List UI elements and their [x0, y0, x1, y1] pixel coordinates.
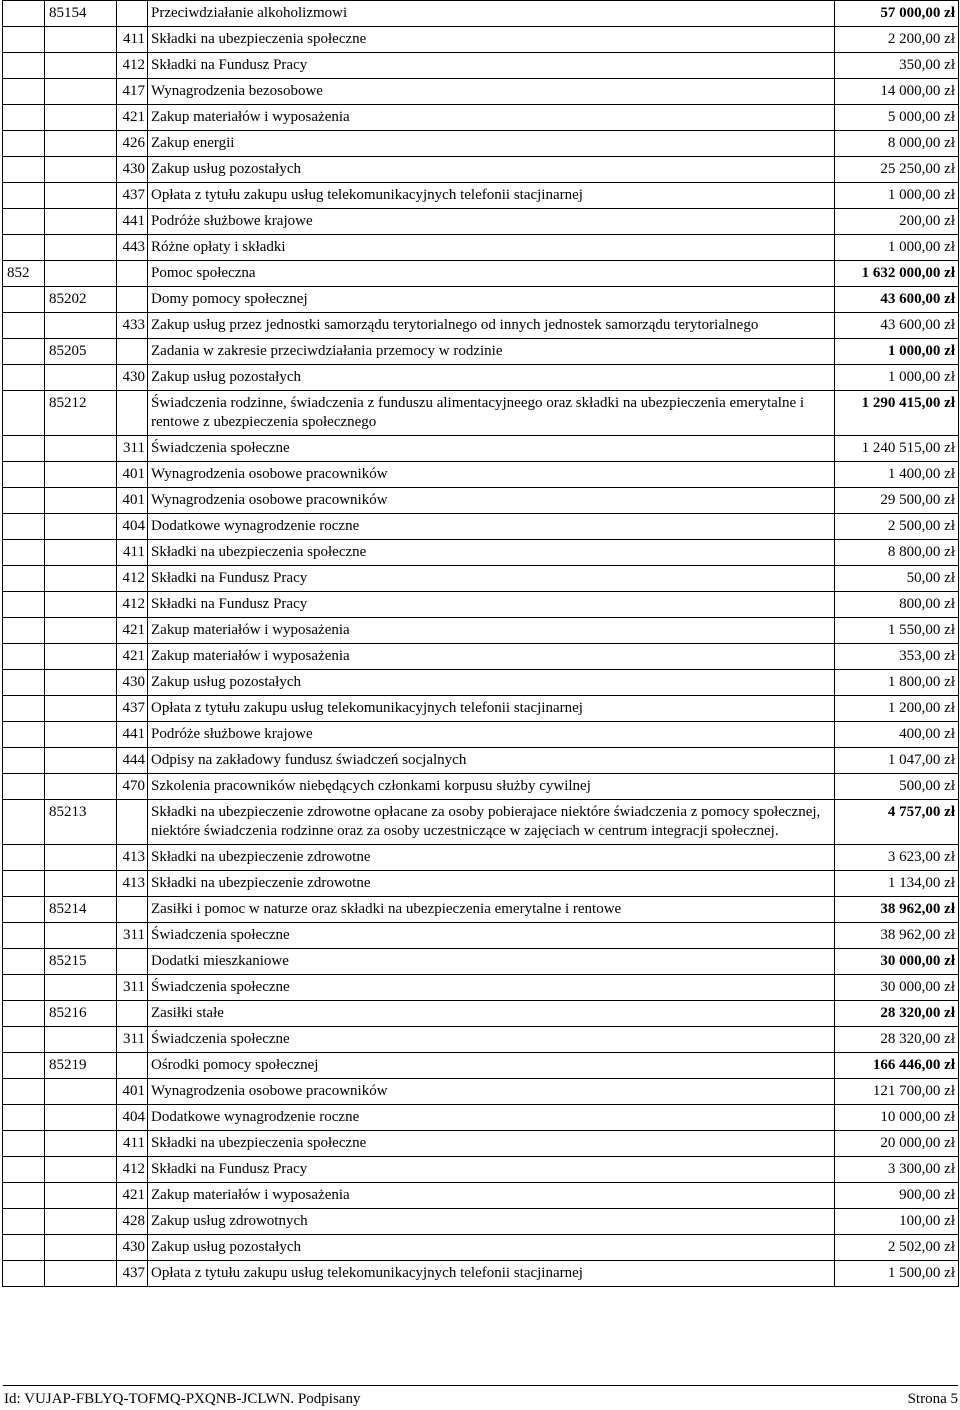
- paragraph-code-cell: 430: [117, 670, 148, 696]
- subchapter-code-cell: 85154: [45, 1, 117, 27]
- subchapter-row: [3, 287, 959, 313]
- budget-table: [2, 0, 959, 1287]
- subchapter-code-cell: [45, 53, 117, 79]
- description-cell: Świadczenia społeczne: [148, 975, 835, 1001]
- amount-cell: 1 400,00 zł: [835, 462, 959, 488]
- subchapter-code-cell: [45, 871, 117, 897]
- chapter-code-cell: [3, 566, 45, 592]
- subchapter-code-cell: [45, 1157, 117, 1183]
- chapter-code-cell: [3, 975, 45, 1001]
- subchapter-code-cell: [45, 1105, 117, 1131]
- subchapter-code-cell: [45, 845, 117, 871]
- description-cell: Wynagrodzenia bezosobowe: [148, 79, 835, 105]
- paragraph-code-cell: 412: [117, 53, 148, 79]
- chapter-code-cell: [3, 287, 45, 313]
- subchapter-code-cell: [45, 1183, 117, 1209]
- paragraph-code-cell: 437: [117, 696, 148, 722]
- subchapter-row: [3, 1053, 959, 1079]
- chapter-code-cell: [3, 923, 45, 949]
- subchapter-code-cell: [45, 261, 117, 287]
- amount-cell: 350,00 zł: [835, 53, 959, 79]
- chapter-code-cell: [3, 131, 45, 157]
- paragraph-code-cell: [117, 800, 148, 845]
- amount-cell: 25 250,00 zł: [835, 157, 959, 183]
- paragraph-row: [3, 618, 959, 644]
- paragraph-code-cell: 430: [117, 1235, 148, 1261]
- description-cell: Opłata z tytułu zakupu usług telekomunikacyjnych telefonii stacjinarnej: [148, 183, 835, 209]
- chapter-code-cell: [3, 436, 45, 462]
- subchapter-code-cell: [45, 1209, 117, 1235]
- amount-cell: 20 000,00 zł: [835, 1131, 959, 1157]
- amount-cell: 30 000,00 zł: [835, 975, 959, 1001]
- description-cell: Przeciwdziałanie alkoholizmowi: [148, 1, 835, 27]
- subchapter-code-cell: [45, 105, 117, 131]
- description-cell: Zakup materiałów i wyposażenia: [148, 1183, 835, 1209]
- subchapter-code-cell: [45, 566, 117, 592]
- paragraph-row: [3, 722, 959, 748]
- paragraph-row: [3, 27, 959, 53]
- description-cell: Zakup usług pozostałych: [148, 1235, 835, 1261]
- chapter-code-cell: [3, 27, 45, 53]
- subchapter-code-cell: [45, 514, 117, 540]
- subchapter-code-cell: [45, 644, 117, 670]
- amount-cell: 500,00 zł: [835, 774, 959, 800]
- paragraph-row: [3, 235, 959, 261]
- chapter-code-cell: [3, 670, 45, 696]
- paragraph-row: [3, 514, 959, 540]
- paragraph-row: [3, 670, 959, 696]
- amount-cell: 2 500,00 zł: [835, 514, 959, 540]
- paragraph-row: [3, 774, 959, 800]
- amount-cell: 3 623,00 zł: [835, 845, 959, 871]
- paragraph-code-cell: [117, 339, 148, 365]
- chapter-code-cell: [3, 1261, 45, 1287]
- description-cell: Zakup usług przez jednostki samorządu terytorialnego od innych jednostek samorządu terytorialnego: [148, 313, 835, 339]
- description-cell: Świadczenia społeczne: [148, 1027, 835, 1053]
- paragraph-row: [3, 845, 959, 871]
- paragraph-code-cell: 412: [117, 592, 148, 618]
- subchapter-row: [3, 897, 959, 923]
- paragraph-row: [3, 871, 959, 897]
- description-cell: Zasiłki stałe: [148, 1001, 835, 1027]
- amount-cell: 1 000,00 zł: [835, 365, 959, 391]
- chapter-code-cell: [3, 1027, 45, 1053]
- description-cell: Podróże służbowe krajowe: [148, 722, 835, 748]
- paragraph-code-cell: 421: [117, 618, 148, 644]
- subchapter-code-cell: [45, 923, 117, 949]
- description-cell: Składki na ubezpieczenia społeczne: [148, 27, 835, 53]
- subchapter-code-cell: [45, 1235, 117, 1261]
- subchapter-code-cell: 85205: [45, 339, 117, 365]
- amount-cell: 50,00 zł: [835, 566, 959, 592]
- amount-cell: 1 047,00 zł: [835, 748, 959, 774]
- chapter-code-cell: [3, 365, 45, 391]
- paragraph-row: [3, 1209, 959, 1235]
- amount-cell: 1 000,00 zł: [835, 183, 959, 209]
- chapter-code-cell: [3, 949, 45, 975]
- description-cell: Zasiłki i pomoc w naturze oraz składki na ubezpieczenia emerytalne i rentowe: [148, 897, 835, 923]
- page-footer: [3, 1385, 958, 1408]
- chapter-code-cell: [3, 514, 45, 540]
- chapter-code-cell: [3, 871, 45, 897]
- description-cell: Świadczenia społeczne: [148, 436, 835, 462]
- paragraph-code-cell: [117, 1001, 148, 1027]
- paragraph-code-cell: 411: [117, 1131, 148, 1157]
- description-cell: Zakup usług pozostałych: [148, 670, 835, 696]
- amount-cell: 166 446,00 zł: [835, 1053, 959, 1079]
- paragraph-code-cell: [117, 949, 148, 975]
- chapter-code-cell: [3, 1105, 45, 1131]
- amount-cell: 38 962,00 zł: [835, 923, 959, 949]
- amount-cell: 43 600,00 zł: [835, 313, 959, 339]
- description-cell: Zakup usług zdrowotnych: [148, 1209, 835, 1235]
- description-cell: Opłata z tytułu zakupu usług telekomunikacyjnych telefonii stacjinarnej: [148, 696, 835, 722]
- chapter-code-cell: [3, 592, 45, 618]
- paragraph-row: [3, 644, 959, 670]
- paragraph-row: [3, 592, 959, 618]
- subchapter-code-cell: [45, 975, 117, 1001]
- subchapter-code-cell: 85216: [45, 1001, 117, 1027]
- paragraph-code-cell: 428: [117, 1209, 148, 1235]
- subchapter-code-cell: [45, 696, 117, 722]
- paragraph-code-cell: 411: [117, 27, 148, 53]
- paragraph-row: [3, 105, 959, 131]
- subchapter-code-cell: [45, 1131, 117, 1157]
- chapter-code-cell: [3, 391, 45, 436]
- chapter-code-cell: [3, 618, 45, 644]
- subchapter-row: [3, 1001, 959, 1027]
- subchapter-code-cell: [45, 774, 117, 800]
- paragraph-code-cell: [117, 1, 148, 27]
- subchapter-row: [3, 391, 959, 436]
- paragraph-code-cell: [117, 1053, 148, 1079]
- chapter-code-cell: [3, 1001, 45, 1027]
- subchapter-code-cell: [45, 79, 117, 105]
- subchapter-code-cell: [45, 436, 117, 462]
- paragraph-code-cell: 441: [117, 209, 148, 235]
- description-cell: Wynagrodzenia osobowe pracowników: [148, 462, 835, 488]
- subchapter-code-cell: 85214: [45, 897, 117, 923]
- amount-cell: 1 550,00 zł: [835, 618, 959, 644]
- chapter-code-cell: [3, 53, 45, 79]
- paragraph-code-cell: 401: [117, 462, 148, 488]
- paragraph-row: [3, 1157, 959, 1183]
- paragraph-code-cell: 433: [117, 313, 148, 339]
- amount-cell: 43 600,00 zł: [835, 287, 959, 313]
- description-cell: Składki na ubezpieczenie zdrowotne: [148, 845, 835, 871]
- chapter-row: [3, 261, 959, 287]
- document-id: Id: VUJAP-FBLYQ-TOFMQ-PXQNB-JCLWN. Podpisany: [4, 1391, 361, 1407]
- subchapter-code-cell: 85202: [45, 287, 117, 313]
- subchapter-code-cell: [45, 592, 117, 618]
- paragraph-row: [3, 1105, 959, 1131]
- paragraph-row: [3, 79, 959, 105]
- paragraph-row: [3, 313, 959, 339]
- paragraph-code-cell: 404: [117, 514, 148, 540]
- amount-cell: 10 000,00 zł: [835, 1105, 959, 1131]
- chapter-code-cell: [3, 79, 45, 105]
- description-cell: Opłata z tytułu zakupu usług telekomunikacyjnych telefonii stacjinarnej: [148, 1261, 835, 1287]
- paragraph-code-cell: 401: [117, 1079, 148, 1105]
- subchapter-code-cell: [45, 488, 117, 514]
- paragraph-code-cell: 437: [117, 183, 148, 209]
- paragraph-code-cell: 413: [117, 871, 148, 897]
- amount-cell: 353,00 zł: [835, 644, 959, 670]
- subchapter-code-cell: [45, 618, 117, 644]
- chapter-code-cell: [3, 644, 45, 670]
- chapter-code-cell: [3, 1131, 45, 1157]
- subchapter-code-cell: 85215: [45, 949, 117, 975]
- amount-cell: 121 700,00 zł: [835, 1079, 959, 1105]
- chapter-code-cell: [3, 1235, 45, 1261]
- paragraph-row: [3, 53, 959, 79]
- description-cell: Zakup usług pozostałych: [148, 365, 835, 391]
- amount-cell: 29 500,00 zł: [835, 488, 959, 514]
- description-cell: Dodatki mieszkaniowe: [148, 949, 835, 975]
- description-cell: Składki na ubezpieczenia społeczne: [148, 1131, 835, 1157]
- amount-cell: 14 000,00 zł: [835, 79, 959, 105]
- amount-cell: 100,00 zł: [835, 1209, 959, 1235]
- subchapter-code-cell: [45, 1027, 117, 1053]
- amount-cell: 30 000,00 zł: [835, 949, 959, 975]
- chapter-code-cell: [3, 462, 45, 488]
- subchapter-code-cell: [45, 235, 117, 261]
- amount-cell: 1 240 515,00 zł: [835, 436, 959, 462]
- paragraph-code-cell: [117, 391, 148, 436]
- amount-cell: 400,00 zł: [835, 722, 959, 748]
- description-cell: Szkolenia pracowników niebędących członkami korpusu służby cywilnej: [148, 774, 835, 800]
- chapter-code-cell: [3, 209, 45, 235]
- budget-table-body: [3, 1, 959, 1287]
- paragraph-code-cell: 430: [117, 157, 148, 183]
- paragraph-code-cell: 412: [117, 1157, 148, 1183]
- page-number: Strona 5: [907, 1391, 958, 1407]
- subchapter-code-cell: [45, 748, 117, 774]
- amount-cell: 900,00 zł: [835, 1183, 959, 1209]
- amount-cell: 1 800,00 zł: [835, 670, 959, 696]
- paragraph-code-cell: 404: [117, 1105, 148, 1131]
- subchapter-code-cell: [45, 1079, 117, 1105]
- amount-cell: 8 800,00 zł: [835, 540, 959, 566]
- paragraph-code-cell: 470: [117, 774, 148, 800]
- description-cell: Wynagrodzenia osobowe pracowników: [148, 1079, 835, 1105]
- paragraph-row: [3, 1131, 959, 1157]
- description-cell: Odpisy na zakładowy fundusz świadczeń socjalnych: [148, 748, 835, 774]
- paragraph-code-cell: 441: [117, 722, 148, 748]
- amount-cell: 5 000,00 zł: [835, 105, 959, 131]
- chapter-code-cell: [3, 339, 45, 365]
- chapter-code-cell: [3, 696, 45, 722]
- chapter-code-cell: [3, 748, 45, 774]
- subchapter-code-cell: 85212: [45, 391, 117, 436]
- amount-cell: 1 000,00 zł: [835, 235, 959, 261]
- paragraph-row: [3, 975, 959, 1001]
- paragraph-code-cell: [117, 287, 148, 313]
- description-cell: Dodatkowe wynagrodzenie roczne: [148, 1105, 835, 1131]
- description-cell: Domy pomocy społecznej: [148, 287, 835, 313]
- description-cell: Wynagrodzenia osobowe pracowników: [148, 488, 835, 514]
- chapter-code-cell: [3, 1209, 45, 1235]
- amount-cell: 2 200,00 zł: [835, 27, 959, 53]
- subchapter-row: [3, 800, 959, 845]
- subchapter-code-cell: 85219: [45, 1053, 117, 1079]
- description-cell: Składki na Fundusz Pracy: [148, 53, 835, 79]
- amount-cell: 1 134,00 zł: [835, 871, 959, 897]
- paragraph-row: [3, 1183, 959, 1209]
- amount-cell: 800,00 zł: [835, 592, 959, 618]
- subchapter-code-cell: [45, 1261, 117, 1287]
- paragraph-code-cell: 413: [117, 845, 148, 871]
- subchapter-code-cell: [45, 313, 117, 339]
- description-cell: Zakup materiałów i wyposażenia: [148, 644, 835, 670]
- paragraph-row: [3, 696, 959, 722]
- paragraph-row: [3, 488, 959, 514]
- paragraph-code-cell: 401: [117, 488, 148, 514]
- description-cell: Składki na ubezpieczenie zdrowotne: [148, 871, 835, 897]
- paragraph-code-cell: [117, 897, 148, 923]
- amount-cell: 57 000,00 zł: [835, 1, 959, 27]
- chapter-code-cell: [3, 897, 45, 923]
- subchapter-code-cell: [45, 722, 117, 748]
- chapter-code-cell: [3, 157, 45, 183]
- subchapter-code-cell: [45, 540, 117, 566]
- chapter-code-cell: [3, 1079, 45, 1105]
- subchapter-code-cell: [45, 365, 117, 391]
- chapter-code-cell: [3, 1053, 45, 1079]
- paragraph-code-cell: 444: [117, 748, 148, 774]
- description-cell: Pomoc społeczna: [148, 261, 835, 287]
- paragraph-row: [3, 462, 959, 488]
- description-cell: Zakup energii: [148, 131, 835, 157]
- paragraph-row: [3, 566, 959, 592]
- paragraph-code-cell: 426: [117, 131, 148, 157]
- chapter-code-cell: [3, 1157, 45, 1183]
- paragraph-row: [3, 1261, 959, 1287]
- amount-cell: 1 290 415,00 zł: [835, 391, 959, 436]
- paragraph-row: [3, 1079, 959, 1105]
- paragraph-row: [3, 1235, 959, 1261]
- subchapter-code-cell: [45, 209, 117, 235]
- paragraph-row: [3, 748, 959, 774]
- paragraph-row: [3, 540, 959, 566]
- subchapter-row: [3, 949, 959, 975]
- subchapter-code-cell: [45, 670, 117, 696]
- subchapter-row: [3, 339, 959, 365]
- amount-cell: 8 000,00 zł: [835, 131, 959, 157]
- chapter-code-cell: [3, 722, 45, 748]
- paragraph-code-cell: 417: [117, 79, 148, 105]
- description-cell: Zakup materiałów i wyposażenia: [148, 618, 835, 644]
- subchapter-code-cell: 85213: [45, 800, 117, 845]
- amount-cell: 4 757,00 zł: [835, 800, 959, 845]
- description-cell: Składki na Fundusz Pracy: [148, 1157, 835, 1183]
- description-cell: Ośrodki pomocy społecznej: [148, 1053, 835, 1079]
- paragraph-code-cell: 411: [117, 540, 148, 566]
- chapter-code-cell: [3, 1, 45, 27]
- paragraph-row: [3, 131, 959, 157]
- paragraph-row: [3, 1027, 959, 1053]
- paragraph-code-cell: 311: [117, 923, 148, 949]
- description-cell: Świadczenia rodzinne, świadczenia z funduszu alimentacyjneego oraz składki na ubezpieczenia emerytalne i rentowe z ubezpieczenia społecznego: [148, 391, 835, 436]
- paragraph-code-cell: 421: [117, 1183, 148, 1209]
- subchapter-code-cell: [45, 183, 117, 209]
- paragraph-code-cell: 311: [117, 436, 148, 462]
- paragraph-code-cell: 421: [117, 644, 148, 670]
- paragraph-code-cell: 311: [117, 1027, 148, 1053]
- description-cell: Zadania w zakresie przeciwdziałania przemocy w rodzinie: [148, 339, 835, 365]
- description-cell: Zakup usług pozostałych: [148, 157, 835, 183]
- paragraph-row: [3, 209, 959, 235]
- description-cell: Składki na ubezpieczenia społeczne: [148, 540, 835, 566]
- subchapter-code-cell: [45, 462, 117, 488]
- amount-cell: 3 300,00 zł: [835, 1157, 959, 1183]
- amount-cell: 38 962,00 zł: [835, 897, 959, 923]
- paragraph-code-cell: [117, 261, 148, 287]
- paragraph-row: [3, 157, 959, 183]
- paragraph-code-cell: 443: [117, 235, 148, 261]
- paragraph-code-cell: 437: [117, 1261, 148, 1287]
- paragraph-code-cell: 412: [117, 566, 148, 592]
- chapter-code-cell: [3, 540, 45, 566]
- amount-cell: 1 000,00 zł: [835, 339, 959, 365]
- description-cell: Świadczenia społeczne: [148, 923, 835, 949]
- description-cell: Składki na Fundusz Pracy: [148, 592, 835, 618]
- subchapter-code-cell: [45, 27, 117, 53]
- chapter-code-cell: [3, 488, 45, 514]
- description-cell: Składki na Fundusz Pracy: [148, 566, 835, 592]
- paragraph-row: [3, 923, 959, 949]
- amount-cell: 28 320,00 zł: [835, 1001, 959, 1027]
- subchapter-code-cell: [45, 157, 117, 183]
- amount-cell: 200,00 zł: [835, 209, 959, 235]
- chapter-code-cell: [3, 845, 45, 871]
- paragraph-row: [3, 436, 959, 462]
- amount-cell: 28 320,00 zł: [835, 1027, 959, 1053]
- description-cell: Podróże służbowe krajowe: [148, 209, 835, 235]
- amount-cell: 2 502,00 zł: [835, 1235, 959, 1261]
- chapter-code-cell: [3, 105, 45, 131]
- chapter-code-cell: [3, 774, 45, 800]
- description-cell: Różne opłaty i składki: [148, 235, 835, 261]
- chapter-code-cell: [3, 800, 45, 845]
- paragraph-row: [3, 183, 959, 209]
- chapter-code-cell: [3, 183, 45, 209]
- amount-cell: 1 500,00 zł: [835, 1261, 959, 1287]
- chapter-code-cell: 852: [3, 261, 45, 287]
- chapter-code-cell: [3, 313, 45, 339]
- subchapter-row: [3, 1, 959, 27]
- paragraph-code-cell: 311: [117, 975, 148, 1001]
- amount-cell: 1 200,00 zł: [835, 696, 959, 722]
- paragraph-code-cell: 421: [117, 105, 148, 131]
- description-cell: Dodatkowe wynagrodzenie roczne: [148, 514, 835, 540]
- paragraph-row: [3, 365, 959, 391]
- amount-cell: 1 632 000,00 zł: [835, 261, 959, 287]
- description-cell: Składki na ubezpieczenie zdrowotne opłacane za osoby pobierajace niektóre świadczenia z pomocy społecznej, niektóre świadczenia rodzinne oraz za osoby uczestniczące w zajęciach w centrum integracji społecznej.: [148, 800, 835, 845]
- chapter-code-cell: [3, 235, 45, 261]
- chapter-code-cell: [3, 1183, 45, 1209]
- paragraph-code-cell: 430: [117, 365, 148, 391]
- subchapter-code-cell: [45, 131, 117, 157]
- description-cell: Zakup materiałów i wyposażenia: [148, 105, 835, 131]
